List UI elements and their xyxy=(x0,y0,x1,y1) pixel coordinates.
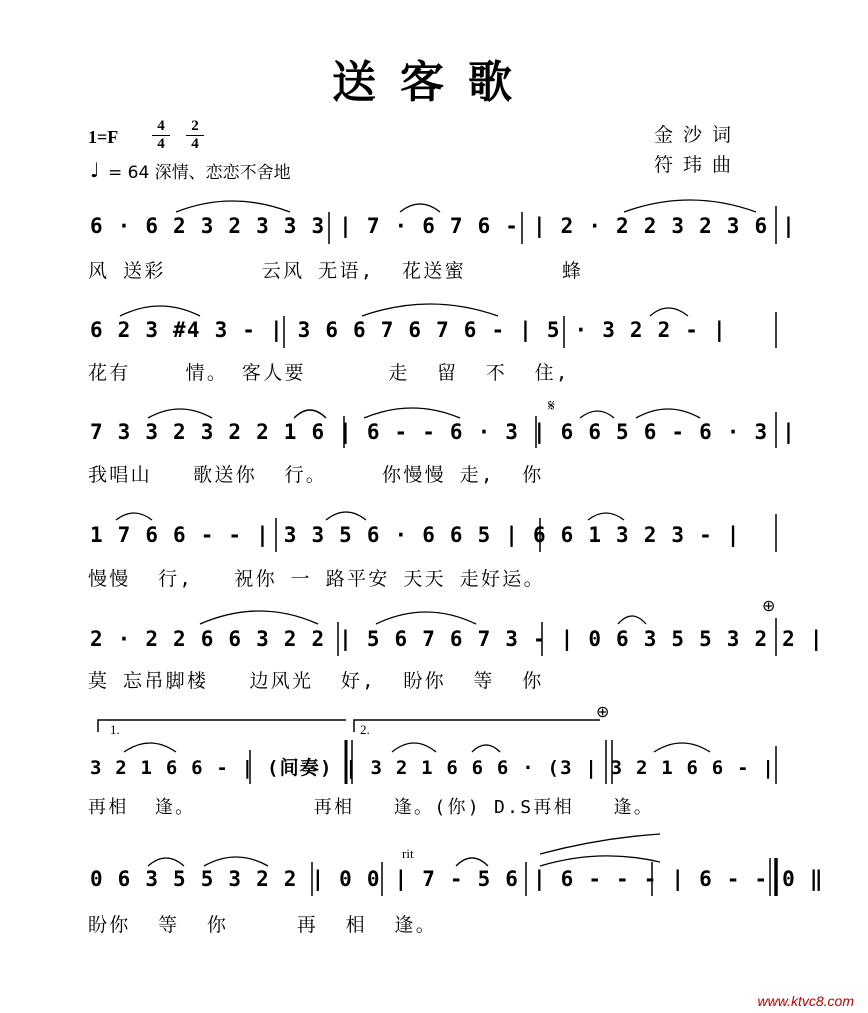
slur xyxy=(148,409,212,418)
notation-line-7: 0 6 3 5 5 3 2 2 | 0 0 | 7 - 5 6 | 6 - - - | 6 - - 0 ‖ xyxy=(90,867,824,891)
lyrics-line-5: 莫 忘吊脚楼 边风光 好, 盼你 等 你 xyxy=(88,670,544,692)
slur xyxy=(540,856,660,866)
slur xyxy=(654,743,710,752)
slur xyxy=(294,410,326,418)
lyrics-line-4: 慢慢 行, 祝你 一 路平安 天天 走好运。 xyxy=(88,568,545,590)
lyrics-line-2: 花有 情。 客人要 走 留 不 住, xyxy=(88,362,570,384)
notation-line-4: 1 7 6 6 - - | 3 3 5 6 · 6 6 5 | 6 6 1 3 2 3 - | xyxy=(90,523,741,547)
notation-line-5: 2 · 2 2 6 6 3 2 2 | 5 6 7 6 7 3 - | 0 6 3 5 5 3 2 2 | xyxy=(90,627,824,651)
notation-line-6: 3 2 1 6 6 - | (间奏) | 3 2 1 6 6 6 · (3 | 3 2 1 6 6 - | xyxy=(90,757,775,779)
slur xyxy=(650,308,688,316)
time-signature-4-4: 4 4 xyxy=(152,118,170,153)
slur xyxy=(124,743,176,752)
time-signature-2-4: 2 4 xyxy=(186,118,204,153)
composer-credit: 符玮曲 xyxy=(654,154,742,176)
volta-2-label: 2. xyxy=(360,722,370,737)
lyrics-line-6: 再相 逢。 再相 逢。(你) D.S再相 逢。 xyxy=(88,797,655,818)
lyrics-line-7: 盼你 等 你 再 相 逢。 xyxy=(88,914,438,936)
slur xyxy=(204,857,268,866)
lyrics-line-3: 我唱山 歌送你 行。 你慢慢 走, 你 xyxy=(88,464,544,486)
segno-icon: 𝄋 xyxy=(548,396,555,415)
slur xyxy=(392,743,436,752)
slur xyxy=(200,611,318,624)
slur xyxy=(362,304,498,316)
slur xyxy=(624,200,756,212)
coda-icon: ⊕ xyxy=(762,596,776,615)
key-signature: 1=F xyxy=(88,127,119,147)
tempo-marking: = 64 深情、恋恋不舍地 xyxy=(108,163,291,183)
quarter-note-icon: ♩ xyxy=(90,158,100,182)
slur xyxy=(376,612,476,624)
slur xyxy=(400,204,440,212)
website-watermark: www.ktvc8.com xyxy=(757,993,854,1009)
slur xyxy=(364,408,460,418)
volta-1-label: 1. xyxy=(110,722,120,737)
slur xyxy=(176,201,290,212)
notation-line-2: 6 2 3 #4 3 - | 3 6 6 7 6 7 6 - | 5 · 3 2 2 - | xyxy=(90,318,727,342)
coda-icon: ⊕ xyxy=(596,702,610,721)
slur xyxy=(580,411,614,418)
slur xyxy=(636,409,700,418)
notation-line-3: 7 3 3 2 3 2 2 1 6 | 6 - - 6 · 3 | 6 6 5 6 - 6 · 3 | xyxy=(90,420,796,444)
slur xyxy=(116,513,152,520)
slur xyxy=(618,616,646,624)
slur xyxy=(120,306,200,316)
notation-line-1: 6 · 6 2 3 2 3 3 3 | 7 · 6 7 6 - | 2 · 2 2 3 2 3 6 | xyxy=(90,214,796,238)
slur xyxy=(472,745,500,752)
rit-marking: rit xyxy=(402,846,414,861)
lyrics-line-1: 风 送彩 云风 无语, 花送蜜 蜂 xyxy=(88,260,584,282)
lyricist-credit: 金沙词 xyxy=(654,124,742,146)
slur xyxy=(456,858,488,866)
song-title: 送客歌 xyxy=(332,57,536,108)
slur xyxy=(148,858,184,866)
slur xyxy=(326,512,366,520)
slur xyxy=(540,834,660,854)
slur xyxy=(588,513,624,520)
